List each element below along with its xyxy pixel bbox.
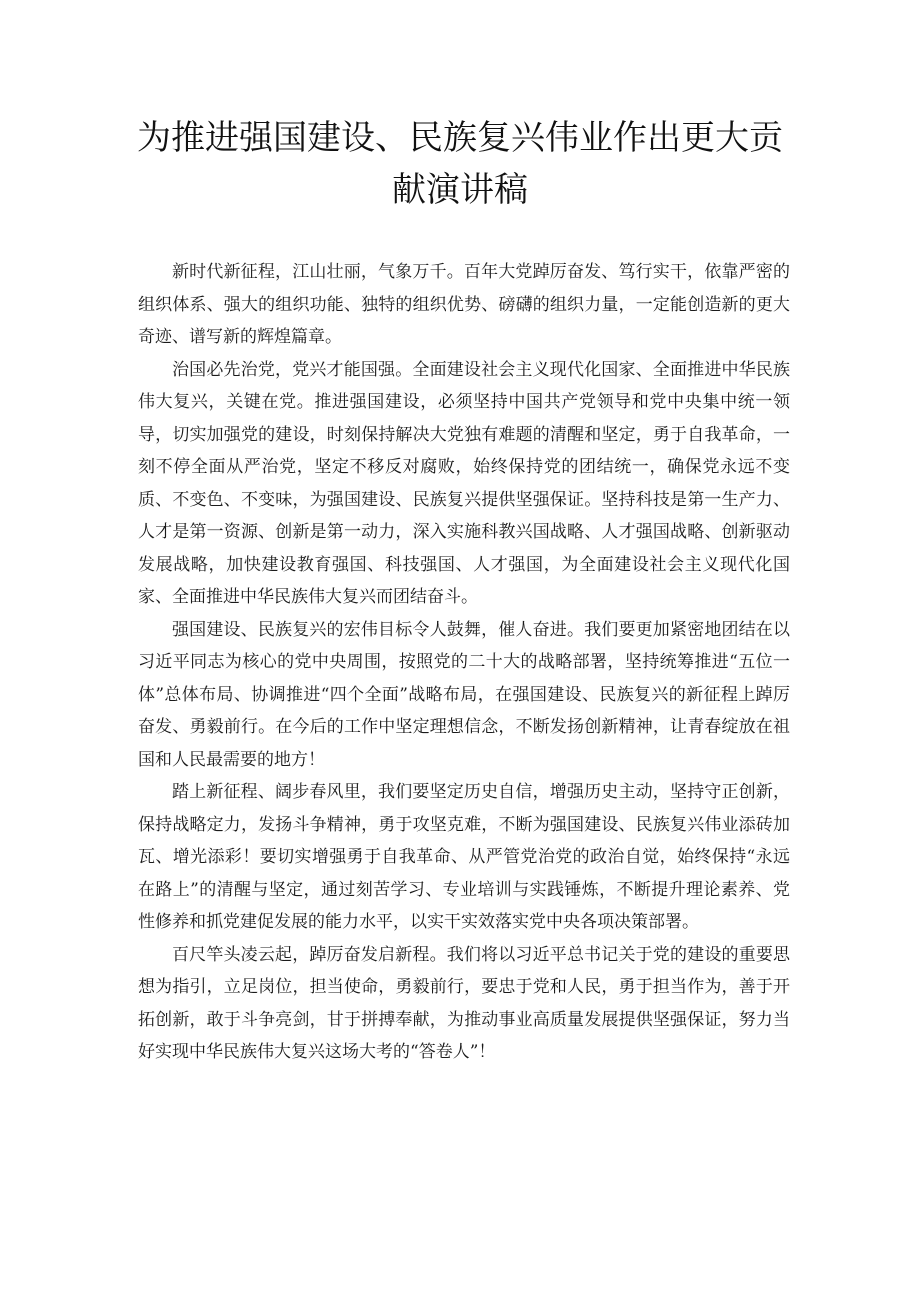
paragraph-5: 百尺竿头凌云起，踔厉奋发启新程。我们将以习近平总书记关于党的建设的重要思想为指引，立足岗位，担当使命，勇毅前行，要忠于党和人民，勇于担当作为，善于开拓创新，敢于斗争亮剑，甘于拼搏奉献，为推动事业高质量发展提供坚强保证，努力当好实现中华民族伟大复兴这场大考的“答卷人”！ — [138, 944, 790, 1062]
document-title-line-2: 献演讲稿 — [392, 170, 528, 210]
paragraph-2: 治国必先治党，党兴才能国强。全面建设社会主义现代化国家、全面推进中华民族伟大复兴，关键在党。推进强国建设，必须坚持中国共产党领导和党中央集中统一领导，切实加强党的建设，时刻保持解决大党独有难题的清醒和坚定，勇于自我革命，一刻不停全面从严治党，坚定不移反对腐败，始终保持党的团结统一，确保党永远不变质、不变色、不变味，为强国建设、民族复兴提供坚强保证。坚持科技是第一生产力、人才是第一资源、创新是第一动力，深入实施科教兴国战略、人才强国战略、创新驱动发展战略，加快建设教育强国、科技强国、人才强国，为全面建设社会主义现代化国家、全面推进中华民族伟大复兴而团结奋斗。 — [138, 359, 790, 607]
document-title — [120, 112, 800, 216]
document-body — [138, 256, 790, 1069]
paragraph-4: 踏上新征程、阔步春风里，我们要坚定历史自信，增强历史主动，坚持守正创新，保持战略定力，发扬斗争精神，勇于攻坚克难，不断为强国建设、民族复兴伟业添砖加瓦、增光添彩！要切实增强勇于自我革命、从严管党治党的政治自觉，始终保持“永远在路上”的清醒与坚定，通过刻苦学习、专业培训与实践锤炼，不断提升理论素养、党性修养和抓党建促发展的能力水平，以实干实效落实党中央各项决策部署。 — [138, 782, 790, 932]
paragraph-3: 强国建设、民族复兴的宏伟目标令人鼓舞，催人奋进。我们要更加紧密地团结在以习近平同志为核心的党中央周围，按照党的二十大的战略部署，坚持统筹推进“五位一体”总体布局、协调推进“四个全面”战略布局，在强国建设、民族复兴的新征程上踔厉奋发、勇毅前行。在今后的工作中坚定理想信念，不断发扬创新精神，让青春绽放在祖国和人民最需要的地方！ — [138, 619, 790, 770]
document-title-line-1: 为推进强国建设、民族复兴伟业作出更大贡 — [137, 118, 783, 158]
paragraph-1: 新时代新征程，江山壮丽，气象万千。百年大党踔厉奋发、笃行实干，依靠严密的组织体系、强大的组织功能、独特的组织优势、磅礴的组织力量，一定能创造新的更大奇迹、谱写新的辉煌篇章。 — [138, 262, 790, 347]
